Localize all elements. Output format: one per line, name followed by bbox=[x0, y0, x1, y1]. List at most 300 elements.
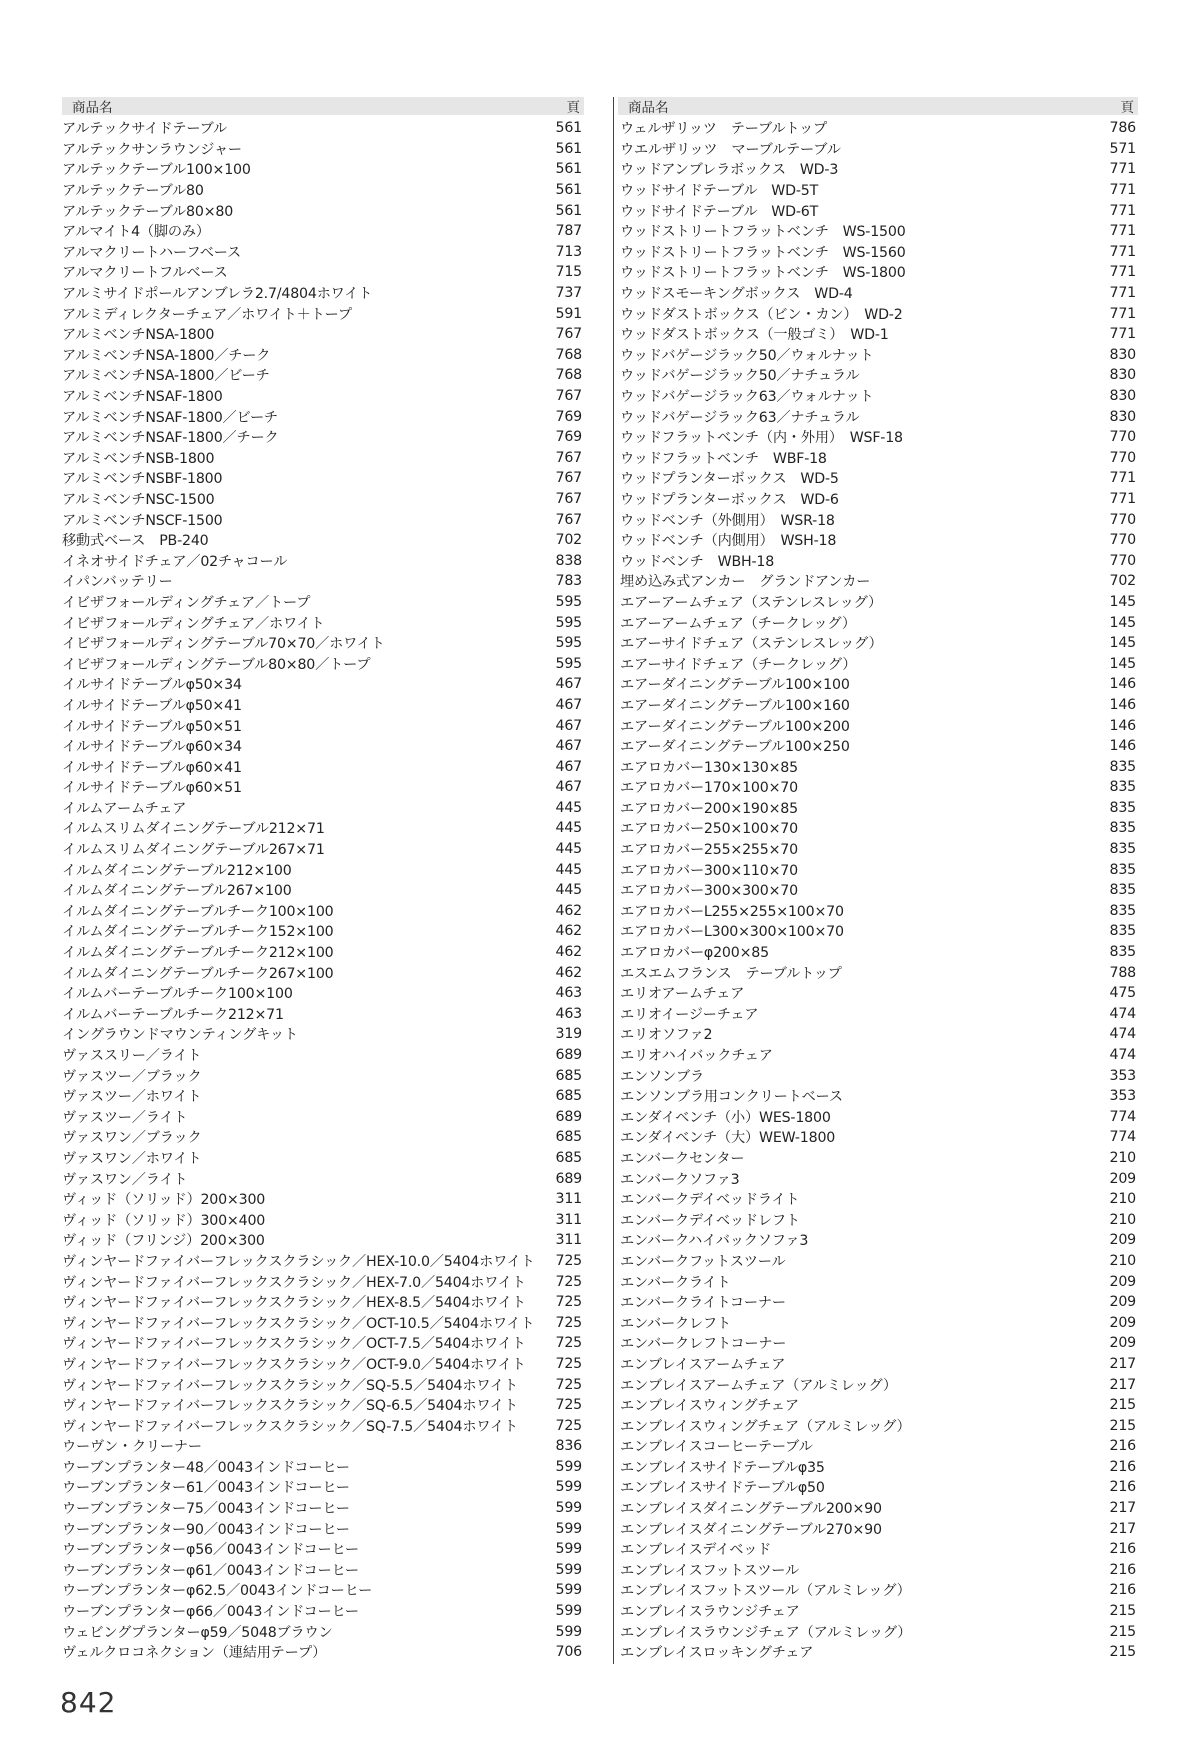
index-row bbox=[62, 365, 584, 386]
index-row bbox=[618, 1560, 1138, 1581]
index-row bbox=[62, 386, 584, 407]
index-row bbox=[618, 489, 1138, 510]
index-row bbox=[62, 798, 584, 819]
page-ref: 769 bbox=[555, 429, 582, 446]
page-ref: 771 bbox=[1109, 490, 1136, 507]
page-ref: 571 bbox=[1109, 140, 1136, 157]
index-row bbox=[618, 159, 1138, 180]
index-row bbox=[62, 139, 584, 160]
index-row bbox=[62, 406, 584, 427]
index-row bbox=[618, 1148, 1138, 1169]
index-row bbox=[62, 303, 584, 324]
product-name: イルムスリムダイニングテーブル267×71 bbox=[62, 842, 325, 859]
product-name: 埋め込み式アンカー グランドアンカー bbox=[620, 574, 871, 591]
index-row bbox=[618, 592, 1138, 613]
product-name: エアロカバー255×255×70 bbox=[620, 842, 798, 859]
product-name: ヴァスワン／ライト bbox=[62, 1171, 188, 1188]
product-name: ヴィンヤードファイバーフレックスクラシック／SQ-7.5／5404ホワイト bbox=[62, 1418, 518, 1435]
product-name: ウーブンプランターφ61／0043インドコーヒー bbox=[62, 1562, 359, 1579]
page-ref: 209 bbox=[1109, 1335, 1136, 1352]
page-ref: 685 bbox=[555, 1129, 582, 1146]
page-ref: 838 bbox=[555, 552, 582, 569]
index-row bbox=[618, 653, 1138, 674]
product-name: アルミベンチNSAF-1800 bbox=[62, 389, 223, 406]
index-row bbox=[618, 1621, 1138, 1642]
product-name: イルサイドテーブルφ60×34 bbox=[62, 739, 242, 756]
page-ref: 145 bbox=[1109, 655, 1136, 672]
page-ref: 599 bbox=[555, 1582, 582, 1599]
index-row bbox=[618, 1436, 1138, 1457]
index-row bbox=[62, 345, 584, 366]
product-name: ヴィッド（ソリッド）300×400 bbox=[62, 1212, 266, 1229]
page-ref: 771 bbox=[1109, 285, 1136, 302]
product-name: ウッドバゲージラック63／ウォルナット bbox=[620, 389, 874, 406]
product-name: ウッドダストボックス（ビン・カン） WD-2 bbox=[620, 306, 903, 323]
page-ref: 771 bbox=[1109, 326, 1136, 343]
page-ref: 595 bbox=[555, 614, 582, 631]
page-ref: 770 bbox=[1109, 552, 1136, 569]
product-name: アルマクリートフルベース bbox=[62, 265, 228, 282]
product-name: ヴィンヤードファイバーフレックスクラシック／OCT-9.0／5404ホワイト bbox=[62, 1356, 526, 1373]
product-name: イルムダイニングテーブル212×100 bbox=[62, 862, 292, 879]
page-ref: 595 bbox=[555, 635, 582, 652]
index-row bbox=[62, 901, 584, 922]
index-row bbox=[62, 324, 584, 345]
product-name: ウーブンプランター61／0043インドコーヒー bbox=[62, 1480, 350, 1497]
page-ref: 561 bbox=[555, 120, 582, 137]
index-row bbox=[618, 1374, 1138, 1395]
page-ref: 445 bbox=[555, 841, 582, 858]
page-ref: 737 bbox=[555, 285, 582, 302]
product-name: ウッドフラットベンチ WBF-18 bbox=[620, 450, 827, 467]
page-ref: 216 bbox=[1109, 1479, 1136, 1496]
product-name: ヴァスツー／ホワイト bbox=[62, 1089, 202, 1106]
page-ref: 702 bbox=[1109, 573, 1136, 590]
page-ref: 216 bbox=[1109, 1582, 1136, 1599]
page-ref: 209 bbox=[1109, 1232, 1136, 1249]
page-ref: 771 bbox=[1109, 223, 1136, 240]
page-ref: 685 bbox=[555, 1149, 582, 1166]
page-ref: 725 bbox=[555, 1252, 582, 1269]
page-ref: 713 bbox=[555, 243, 582, 260]
index-row bbox=[62, 489, 584, 510]
page-ref: 767 bbox=[555, 470, 582, 487]
index-row bbox=[62, 942, 584, 963]
page-ref: 146 bbox=[1109, 696, 1136, 713]
page-ref: 595 bbox=[555, 593, 582, 610]
page-ref: 215 bbox=[1109, 1603, 1136, 1620]
product-name: アルテックテーブル100×100 bbox=[62, 162, 251, 179]
index-row bbox=[618, 468, 1138, 489]
index-row bbox=[618, 1107, 1138, 1128]
product-name: イルムダイニングテーブルチーク212×100 bbox=[62, 945, 334, 962]
page-ref: 146 bbox=[1109, 676, 1136, 693]
index-row bbox=[62, 530, 584, 551]
product-name: エンブレイスデイベッド bbox=[620, 1542, 772, 1559]
index-row bbox=[618, 612, 1138, 633]
product-name: ウーブンプランターφ56／0043インドコーヒー bbox=[62, 1542, 359, 1559]
product-name: ヴェルクロコネクション（連結用テープ） bbox=[62, 1645, 327, 1662]
index-row bbox=[62, 633, 584, 654]
page-ref: 311 bbox=[555, 1232, 582, 1249]
page-ref: 725 bbox=[555, 1376, 582, 1393]
index-row bbox=[62, 118, 584, 139]
index-row bbox=[618, 448, 1138, 469]
product-name: アルミベンチNSCF-1500 bbox=[62, 512, 223, 529]
page-ref: 209 bbox=[1109, 1314, 1136, 1331]
index-row bbox=[62, 468, 584, 489]
page-ref: 835 bbox=[1109, 882, 1136, 899]
page-ref: 830 bbox=[1109, 367, 1136, 384]
product-name: ウーヴン・クリーナー bbox=[62, 1439, 202, 1456]
product-name: エンブレイスサイドテーブルφ50 bbox=[620, 1480, 825, 1497]
product-name: エンブレイスコーヒーテーブル bbox=[620, 1439, 813, 1456]
product-name: アルミベンチNSC-1500 bbox=[62, 491, 215, 508]
product-name: イルサイドテーブルφ50×41 bbox=[62, 697, 242, 714]
product-name: エンソンブラ用コンクリートベース bbox=[620, 1089, 843, 1106]
product-name: ウッドベンチ（外側用） WSR-18 bbox=[620, 512, 835, 529]
index-row bbox=[62, 550, 584, 571]
product-name: エアーアームチェア（チークレッグ） bbox=[620, 615, 856, 632]
page-ref: 475 bbox=[1109, 985, 1136, 1002]
page-ref: 445 bbox=[555, 799, 582, 816]
index-row bbox=[62, 242, 584, 263]
page-ref: 353 bbox=[1109, 1088, 1136, 1105]
page-ref: 145 bbox=[1109, 635, 1136, 652]
product-name: ヴィッド（フリンジ）200×300 bbox=[62, 1233, 265, 1250]
product-name: ウーブンプランター90／0043インドコーヒー bbox=[62, 1521, 350, 1538]
index-row bbox=[618, 406, 1138, 427]
product-name: ウーブンプランターφ62.5／0043インドコーヒー bbox=[62, 1583, 373, 1600]
page-ref: 725 bbox=[555, 1335, 582, 1352]
index-row bbox=[62, 1251, 584, 1272]
product-name: エンバークフットスツール bbox=[620, 1253, 786, 1270]
product-name: アルテックサイドテーブル bbox=[62, 121, 228, 138]
product-name: イビザフォールディングチェア／トープ bbox=[62, 594, 311, 611]
index-row bbox=[62, 1209, 584, 1230]
index-row bbox=[62, 1457, 584, 1478]
index-row bbox=[618, 962, 1138, 983]
index-row bbox=[618, 118, 1138, 139]
index-row bbox=[62, 1148, 584, 1169]
index-row bbox=[62, 653, 584, 674]
page-ref: 599 bbox=[555, 1561, 582, 1578]
page-ref: 215 bbox=[1109, 1417, 1136, 1434]
index-row bbox=[62, 1127, 584, 1148]
product-name: ウッドバゲージラック50／ウォルナット bbox=[620, 347, 874, 364]
index-row bbox=[62, 736, 584, 757]
index-row bbox=[618, 818, 1138, 839]
product-name: ヴィンヤードファイバーフレックスクラシック／OCT-7.5／5404ホワイト bbox=[62, 1336, 526, 1353]
index-column-right bbox=[613, 97, 1138, 1664]
index-row bbox=[62, 427, 584, 448]
index-row bbox=[62, 1107, 584, 1128]
product-name: エンバークハイバックソファ3 bbox=[620, 1233, 809, 1250]
page-ref: 209 bbox=[1109, 1273, 1136, 1290]
page-ref: 145 bbox=[1109, 614, 1136, 631]
product-name: ウッドベンチ（内側用） WSH-18 bbox=[620, 533, 837, 550]
index-row bbox=[618, 1024, 1138, 1045]
product-name: アルマイト4（脚のみ） bbox=[62, 224, 210, 241]
index-row bbox=[618, 386, 1138, 407]
page-ref: 770 bbox=[1109, 511, 1136, 528]
page-ref: 771 bbox=[1109, 202, 1136, 219]
page-ref: 836 bbox=[555, 1438, 582, 1455]
product-name: エンバークデイベッドライト bbox=[620, 1192, 800, 1209]
product-name: イルムダイニングテーブル267×100 bbox=[62, 883, 292, 900]
page-ref: 770 bbox=[1109, 449, 1136, 466]
page-ref: 725 bbox=[555, 1355, 582, 1372]
index-row bbox=[62, 921, 584, 942]
product-name: エンダイベンチ（大）WEW-1800 bbox=[620, 1130, 836, 1147]
page-ref: 474 bbox=[1109, 1047, 1136, 1064]
product-name: ウッドストリートフラットベンチ WS-1800 bbox=[620, 265, 906, 282]
page-ref: 210 bbox=[1109, 1149, 1136, 1166]
index-row bbox=[62, 1415, 584, 1436]
page-ref: 599 bbox=[555, 1623, 582, 1640]
index-row bbox=[618, 1580, 1138, 1601]
index-row bbox=[62, 880, 584, 901]
product-name: ヴァスワン／ホワイト bbox=[62, 1150, 202, 1167]
index-row bbox=[62, 1518, 584, 1539]
product-name: ヴィンヤードファイバーフレックスクラシック／HEX-10.0／5404ホワイト bbox=[62, 1253, 535, 1270]
page-ref: 463 bbox=[555, 1005, 582, 1022]
index-row bbox=[618, 180, 1138, 201]
index-column-left bbox=[62, 97, 584, 1664]
index-row bbox=[618, 1539, 1138, 1560]
index-row bbox=[618, 1518, 1138, 1539]
product-name: イルムバーテーブルチーク212×71 bbox=[62, 1006, 284, 1023]
index-row bbox=[618, 550, 1138, 571]
page-ref: 216 bbox=[1109, 1438, 1136, 1455]
page-ref: 467 bbox=[555, 717, 582, 734]
product-name: エンブレイスロッキングチェア bbox=[620, 1645, 814, 1662]
page-ref: 215 bbox=[1109, 1623, 1136, 1640]
page-ref: 445 bbox=[555, 861, 582, 878]
page-ref: 706 bbox=[555, 1644, 582, 1661]
page-ref: 767 bbox=[555, 388, 582, 405]
product-name: エンブレイスダイニングテーブル200×90 bbox=[620, 1501, 882, 1518]
product-name: イルムダイニングテーブルチーク100×100 bbox=[62, 903, 334, 920]
index-row bbox=[618, 1498, 1138, 1519]
index-row bbox=[62, 1642, 584, 1663]
index-row bbox=[618, 1395, 1138, 1416]
page-ref: 561 bbox=[555, 161, 582, 178]
product-name: アルテックテーブル80 bbox=[62, 183, 204, 200]
product-name: エンブレイスアームチェア（アルミレッグ） bbox=[620, 1377, 897, 1394]
product-name: アルミベンチNSAF-1800／チーク bbox=[62, 430, 279, 447]
product-name: エンバークレフトコーナー bbox=[620, 1336, 787, 1353]
product-name: ヴィンヤードファイバーフレックスクラシック／OCT-10.5／5404ホワイト bbox=[62, 1315, 535, 1332]
product-name: ウッドフラットベンチ（内・外用） WSF-18 bbox=[620, 430, 903, 447]
page-ref: 702 bbox=[555, 532, 582, 549]
product-name: イルサイドテーブルφ50×34 bbox=[62, 677, 242, 694]
index-row bbox=[618, 530, 1138, 551]
product-name: エアロカバーL255×255×100×70 bbox=[620, 903, 844, 920]
index-row bbox=[62, 1395, 584, 1416]
product-name: ウーブンプランター48／0043インドコーヒー bbox=[62, 1459, 350, 1476]
index-row bbox=[618, 1333, 1138, 1354]
page-ref: 685 bbox=[555, 1067, 582, 1084]
product-name: イルムダイニングテーブルチーク267×100 bbox=[62, 965, 334, 982]
product-name: エリオアームチェア bbox=[620, 986, 745, 1003]
product-name: エンブレイスウィングチェア（アルミレッグ） bbox=[620, 1418, 911, 1435]
page-ref: 599 bbox=[555, 1603, 582, 1620]
product-name: ウーブンプランターφ66／0043インドコーヒー bbox=[62, 1604, 359, 1621]
index-row bbox=[618, 1312, 1138, 1333]
page-ref: 771 bbox=[1109, 305, 1136, 322]
page-ref: 767 bbox=[555, 326, 582, 343]
page-ref: 215 bbox=[1109, 1644, 1136, 1661]
page-ref: 767 bbox=[555, 490, 582, 507]
index-row bbox=[62, 1230, 584, 1251]
product-name: ヴァスツー／ライト bbox=[62, 1109, 188, 1126]
product-name: ヴィッド（ソリッド）200×300 bbox=[62, 1192, 266, 1209]
page-ref: 311 bbox=[555, 1191, 582, 1208]
product-name: ウェビングプランターφ59／5048ブラウン bbox=[62, 1624, 333, 1641]
product-name: エンバークレフト bbox=[620, 1315, 731, 1332]
index-row bbox=[62, 1189, 584, 1210]
index-row bbox=[618, 1189, 1138, 1210]
page-ref: 725 bbox=[555, 1273, 582, 1290]
index-row bbox=[618, 1457, 1138, 1478]
page-ref: 783 bbox=[555, 573, 582, 590]
index-row bbox=[618, 1065, 1138, 1086]
index-row bbox=[618, 1127, 1138, 1148]
page-ref: 725 bbox=[555, 1397, 582, 1414]
product-name: アルテックサンラウンジャー bbox=[62, 141, 242, 158]
index-row bbox=[62, 1333, 584, 1354]
index-list bbox=[618, 118, 1138, 1663]
product-name: エアロカバー300×110×70 bbox=[620, 862, 798, 879]
column-header bbox=[62, 97, 584, 115]
page-ref: 771 bbox=[1109, 264, 1136, 281]
index-row bbox=[618, 1292, 1138, 1313]
product-name: エンバークライトコーナー bbox=[620, 1295, 786, 1312]
product-name: ウッドサイドテーブル WD-5T bbox=[620, 183, 819, 200]
page-ref: 830 bbox=[1109, 408, 1136, 425]
page-ref: 599 bbox=[555, 1500, 582, 1517]
product-name: イルムアームチェア bbox=[62, 800, 187, 817]
page-ref: 835 bbox=[1109, 841, 1136, 858]
index-row bbox=[62, 1374, 584, 1395]
product-name: イビザフォールディングテーブル70×70／ホワイト bbox=[62, 636, 385, 653]
product-name: イルムバーテーブルチーク100×100 bbox=[62, 986, 293, 1003]
index-row bbox=[62, 777, 584, 798]
page-ref: 462 bbox=[555, 923, 582, 940]
page-ref: 771 bbox=[1109, 161, 1136, 178]
product-name: ヴァスワン／ブラック bbox=[62, 1130, 202, 1147]
page-ref: 467 bbox=[555, 738, 582, 755]
page-ref: 467 bbox=[555, 696, 582, 713]
page-ref: 725 bbox=[555, 1294, 582, 1311]
index-row bbox=[62, 159, 584, 180]
page-ref: 467 bbox=[555, 758, 582, 775]
page-ref: 835 bbox=[1109, 902, 1136, 919]
page-ref: 474 bbox=[1109, 1026, 1136, 1043]
product-name: アルミサイドポールアンブレラ2.7/4804ホワイト bbox=[62, 286, 373, 303]
product-name: ヴィンヤードファイバーフレックスクラシック／SQ-6.5／5404ホワイト bbox=[62, 1398, 518, 1415]
index-row bbox=[62, 221, 584, 242]
index-row bbox=[618, 1251, 1138, 1272]
product-name: エアロカバー300×300×70 bbox=[620, 883, 798, 900]
index-row bbox=[62, 1312, 584, 1333]
product-name: イパンバッテリー bbox=[62, 574, 173, 591]
product-name: ヴィンヤードファイバーフレックスクラシック／SQ-5.5／5404ホワイト bbox=[62, 1377, 518, 1394]
product-name: エアロカバーφ200×85 bbox=[620, 945, 769, 962]
index-row bbox=[62, 715, 584, 736]
product-name: ウッドベンチ WBH-18 bbox=[620, 553, 775, 570]
index-row bbox=[618, 674, 1138, 695]
index-row bbox=[618, 427, 1138, 448]
product-name: ウッドスモーキングボックス WD-4 bbox=[620, 286, 853, 303]
index-row bbox=[62, 1271, 584, 1292]
page-ref: 835 bbox=[1109, 820, 1136, 837]
index-row bbox=[62, 1292, 584, 1313]
product-name: エアーダイニングテーブル100×250 bbox=[620, 739, 850, 756]
index-row bbox=[618, 736, 1138, 757]
index-row bbox=[62, 818, 584, 839]
page-ref: 145 bbox=[1109, 593, 1136, 610]
index-row bbox=[618, 798, 1138, 819]
index-row bbox=[618, 1354, 1138, 1375]
page-ref: 319 bbox=[555, 1026, 582, 1043]
product-name: エンブレイスサイドテーブルφ35 bbox=[620, 1459, 825, 1476]
product-name: アルミベンチNSAF-1800／ビーチ bbox=[62, 409, 278, 426]
product-name: イルサイドテーブルφ50×51 bbox=[62, 718, 242, 735]
page-ref: 445 bbox=[555, 882, 582, 899]
index-row bbox=[618, 921, 1138, 942]
product-name: エンバークセンター bbox=[620, 1150, 745, 1167]
page-ref: 685 bbox=[555, 1088, 582, 1105]
page-ref: 770 bbox=[1109, 532, 1136, 549]
product-name: エアロカバーL300×300×100×70 bbox=[620, 924, 844, 941]
index-row bbox=[618, 283, 1138, 304]
page-ref: 689 bbox=[555, 1047, 582, 1064]
product-name: エンバークソファ3 bbox=[620, 1171, 740, 1188]
product-name: イルムダイニングテーブルチーク152×100 bbox=[62, 924, 334, 941]
index-row bbox=[62, 509, 584, 530]
page-ref: 216 bbox=[1109, 1458, 1136, 1475]
product-name: エリオハイバックチェア bbox=[620, 1048, 773, 1065]
page-ref: 462 bbox=[555, 944, 582, 961]
product-name: エンブレイスアームチェア bbox=[620, 1356, 786, 1373]
product-name: エンブレイスウィングチェア bbox=[620, 1398, 799, 1415]
page-ref: 767 bbox=[555, 511, 582, 528]
index-row bbox=[618, 365, 1138, 386]
product-name: ウッドプランターボックス WD-5 bbox=[620, 471, 839, 488]
page-ref: 768 bbox=[555, 367, 582, 384]
page-ref: 210 bbox=[1109, 1191, 1136, 1208]
page-ref: 835 bbox=[1109, 944, 1136, 961]
index-row bbox=[62, 1621, 584, 1642]
product-name: イビザフォールディングチェア／ホワイト bbox=[62, 615, 325, 632]
index-row bbox=[62, 592, 584, 613]
product-name: アルテックテーブル80×80 bbox=[62, 203, 234, 220]
product-name: エンブレイスラウンジチェア（アルミレッグ） bbox=[620, 1624, 912, 1641]
product-name: エアーダイニングテーブル100×200 bbox=[620, 718, 850, 735]
page-ref: 599 bbox=[555, 1479, 582, 1496]
index-row bbox=[618, 715, 1138, 736]
product-name: アルミベンチNSA-1800／チーク bbox=[62, 347, 271, 364]
page-number: 842 bbox=[60, 1686, 117, 1719]
column-header bbox=[618, 97, 1138, 115]
product-name: ヴィンヤードファイバーフレックスクラシック／HEX-8.5／5404ホワイト bbox=[62, 1295, 526, 1312]
page-ref: 311 bbox=[555, 1211, 582, 1228]
index-row bbox=[618, 571, 1138, 592]
product-name: エンソンブラ bbox=[620, 1068, 704, 1085]
index-row bbox=[62, 1065, 584, 1086]
